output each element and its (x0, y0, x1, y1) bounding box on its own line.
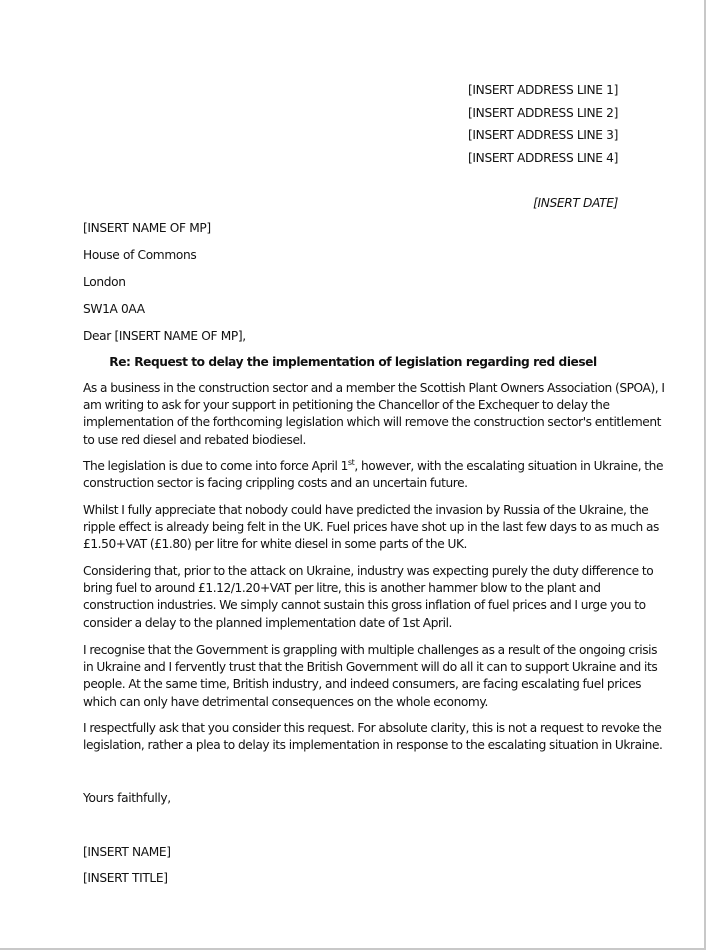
paragraph-line: consider a delay to the planned implementation date of 1st April. (83, 615, 452, 630)
sender-address-line-3: [INSERT ADDRESS LINE 3] (468, 128, 618, 142)
salutation: Dear [INSERT NAME OF MP], (83, 329, 246, 343)
sender-address-line-1: [INSERT ADDRESS LINE 1] (468, 83, 618, 97)
body-paragraph-3 (83, 502, 659, 554)
paragraph-line: construction sector is facing crippling costs and an uncertain future. (83, 476, 468, 491)
paragraph-line: people. At the same time, British industry, and indeed consumers, are facing escalating fuel prices (83, 677, 642, 692)
paragraph-line: £1.50+VAT (£1.80) per litre for white diesel in some parts of the UK. (83, 537, 467, 552)
line-text: , however, with the escalating situation in Ukraine, the (354, 459, 664, 473)
paragraph-line: ripple effect is already being felt in the UK. Fuel prices have shot up in the last few days to as much as (83, 520, 659, 535)
ordinal-superscript: st (347, 458, 355, 467)
sender-address-line-4: [INSERT ADDRESS LINE 4] (468, 151, 618, 165)
paragraph-line: legislation, rather a plea to delay its implementation in response to the escalating situation in Ukraine. (83, 738, 663, 753)
line-text: The legislation is due to come into force April 1 (83, 459, 348, 473)
body-paragraph-2 (83, 458, 664, 492)
body-paragraph-1 (83, 380, 665, 449)
closing: Yours faithfully, (83, 791, 171, 805)
paragraph-line: in Ukraine and I fervently trust that the British Government will do all it can to support Ukraine and its (83, 660, 658, 675)
recipient-name: [INSERT NAME OF MP] (83, 221, 211, 235)
paragraph-line: to use red diesel and rebated biodiesel. (83, 432, 306, 447)
paragraph-line: am writing to ask for your support in petitioning the Chancellor of the Exchequer to delay the (83, 398, 610, 413)
paragraph-line: Whilst I fully appreciate that nobody could have predicted the invasion by Russia of the Ukraine, the (83, 503, 649, 517)
paragraph-line (83, 458, 664, 475)
recipient-postcode: SW1A 0AA (83, 302, 145, 316)
body-paragraph-4 (83, 563, 654, 632)
body-paragraph-6 (83, 720, 663, 754)
letter-date: [INSERT DATE] (533, 196, 618, 210)
paragraph-line: Considering that, prior to the attack on Ukraine, industry was expecting purely the duty difference to (83, 564, 654, 578)
signature-name: [INSERT NAME] (83, 845, 171, 859)
paragraph-line: bring fuel to around £1.12/1.20+VAT per litre, this is another hammer blow to the plant and (83, 581, 601, 596)
paragraph-line: implementation of the forthcoming legislation which will remove the construction sector's entitlement (83, 415, 662, 430)
paragraph-line: I respectfully ask that you consider this request. For absolute clarity, this is not a request to revoke the (83, 721, 662, 735)
paragraph-line: As a business in the construction sector and a member the Scottish Plant Owners Association (SPOA), I (83, 381, 665, 395)
paragraph-line: construction industries. We simply cannot sustain this gross inflation of fuel prices and I urge you to (83, 598, 646, 613)
paragraph-line: which can only have detrimental consequences on the whole economy. (83, 694, 488, 709)
signature-title: [INSERT TITLE] (83, 871, 168, 885)
recipient-line-1: House of Commons (83, 248, 197, 262)
paragraph-line: I recognise that the Government is grappling with multiple challenges as a result of the ongoing crisis (83, 643, 658, 657)
body-paragraph-5 (83, 642, 658, 711)
recipient-line-2: London (83, 275, 126, 289)
subject-line: Re: Request to delay the implementation of legislation regarding red diesel (109, 355, 597, 369)
sender-address-line-2: [INSERT ADDRESS LINE 2] (468, 106, 618, 120)
